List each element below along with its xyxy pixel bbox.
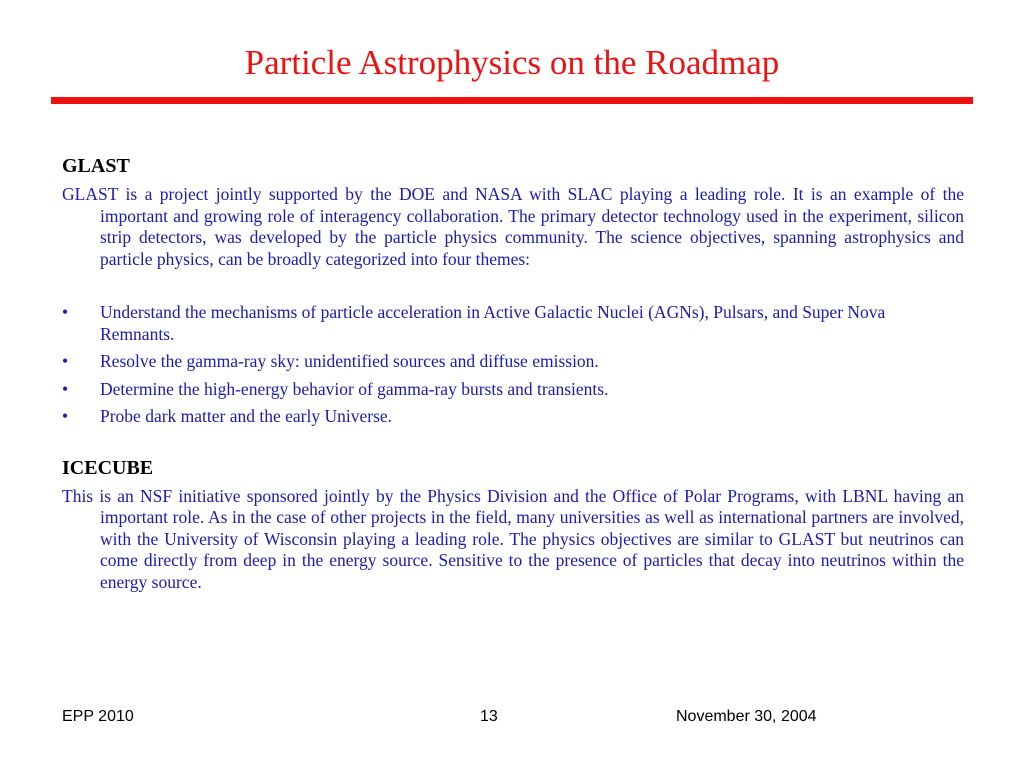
icecube-paragraph: This is an NSF initiative sponsored jointly by the Physics Division and the Office of Polar Programs, with LBNL having an important role. As in the case of other projects in the field, many universities as well as international partners are involved, with the University of Wisconsin playing a leading role. The physics objectives are similar to GLAST but neutrinos can come directly from deep in the energy source. Sensitive to the presence of particles that decay into neutrinos within the energy source. bbox=[62, 485, 964, 592]
list-item bbox=[62, 379, 964, 401]
list-item-text: Determine the high-energy behavior of gamma-ray bursts and transients. bbox=[100, 378, 609, 399]
glast-themes-list bbox=[62, 302, 964, 428]
list-item-text: Resolve the gamma-ray sky: unidentified sources and diffuse emission. bbox=[100, 351, 599, 371]
list-item bbox=[62, 351, 964, 373]
glast-heading: GLAST bbox=[62, 155, 130, 177]
list-item-text: Probe dark matter and the early Universe. bbox=[100, 406, 393, 426]
page-number: 13 bbox=[480, 708, 498, 725]
footer-date: November 30, 2004 bbox=[676, 708, 817, 725]
title-divider bbox=[51, 97, 973, 104]
list-item bbox=[62, 406, 964, 428]
glast-paragraph: GLAST is a project jointly supported by the DOE and NASA with SLAC playing a leading role. It is an example of the important and growing role of interagency collaboration. The primary detector technology used in the experiment, silicon strip detectors, was developed by the particle physics community. The science objectives, spanning astrophysics and particle physics, can be broadly categorized into four themes: bbox=[62, 184, 964, 269]
bullet-icon: • bbox=[62, 406, 69, 426]
slide-content bbox=[62, 154, 964, 593]
bullet-icon: • bbox=[62, 351, 69, 371]
list-item bbox=[62, 302, 964, 345]
icecube-heading: ICECUBE bbox=[62, 456, 154, 479]
slide-title: Particle Astrophysics on the Roadmap bbox=[244, 43, 780, 82]
list-item-text: Understand the mechanisms of particle acceleration in Active Galactic Nuclei (AGNs), Pulsars, and Super Nova Remnants. bbox=[100, 302, 886, 344]
bullet-icon: • bbox=[62, 302, 69, 322]
footer-left-text: EPP 2010 bbox=[62, 708, 134, 725]
bullet-icon: • bbox=[62, 378, 69, 399]
